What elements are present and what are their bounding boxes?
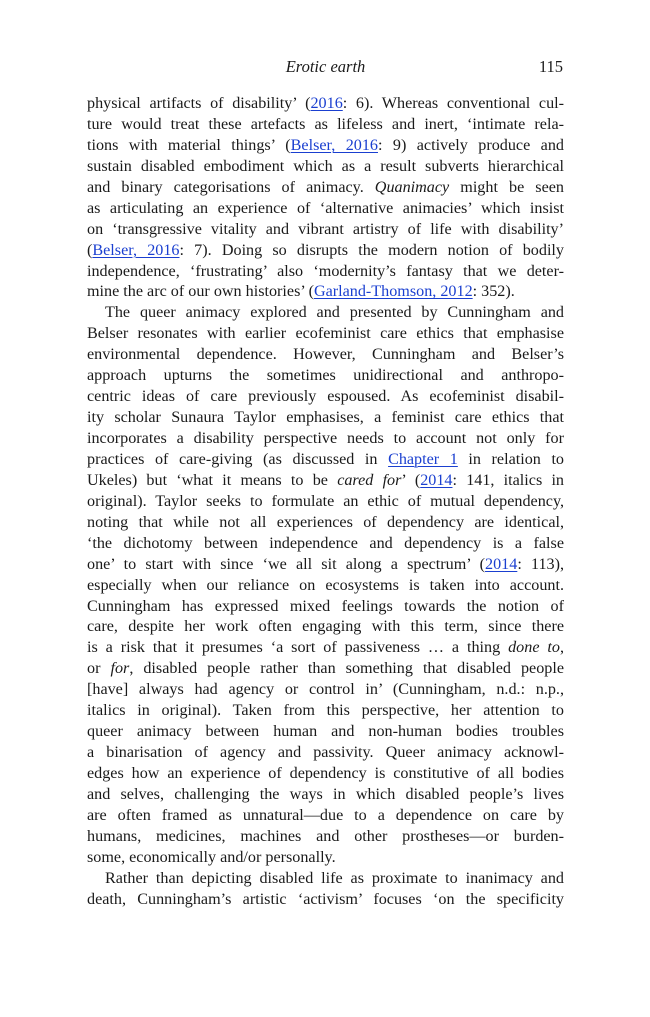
text-segment: : 7). Doing so disrupts the modern notion of bodily	[179, 241, 564, 259]
emphasis-text: for	[110, 660, 130, 678]
citation-link[interactable]: 2014	[420, 471, 453, 489]
text-line	[87, 115, 564, 136]
text-segment: Ukeles) but ‘what it means to be	[87, 471, 338, 489]
text-segment: especially when our reliance on ecosystems is taken into account.	[87, 576, 564, 594]
text-segment: environmental dependence. However, Cunningham and Belser’s	[87, 346, 564, 364]
text-segment: in relation to	[457, 450, 564, 468]
text-segment: and selves, challenging the ways in which disabled people’s lives	[87, 785, 564, 803]
text-segment: might be seen	[449, 178, 564, 196]
text-line	[87, 555, 564, 576]
text-line	[87, 324, 564, 345]
text-segment: tions with material things’ (	[87, 136, 291, 154]
text-segment: mine the arc of our own histories’ (	[87, 283, 314, 301]
text-segment: queer animacy between human and non-human bodies troubles	[87, 723, 564, 741]
page-number: 115	[538, 57, 563, 76]
text-segment: : 352).	[472, 283, 515, 301]
emphasis-text: done to	[508, 639, 560, 657]
body-text	[87, 94, 564, 911]
text-line	[87, 890, 564, 911]
text-line	[87, 659, 564, 680]
text-segment: , disabled people rather than something that disabled people	[129, 660, 564, 678]
citation-link[interactable]: Belser, 2016	[92, 241, 180, 259]
text-segment: : 6). Whereas conventional cul-	[342, 95, 564, 112]
text-line	[87, 680, 564, 701]
text-segment: (	[87, 241, 93, 259]
text-segment: independence, ‘frustrating’ also ‘modernity’s fantasy that we deter-	[87, 262, 564, 280]
citation-link[interactable]: Belser, 2016	[290, 136, 378, 154]
text-segment: ,	[559, 639, 564, 657]
running-head	[87, 56, 564, 80]
text-segment: or	[87, 660, 111, 678]
text-segment: incorporates a disability perspective needs to account not only for	[87, 430, 564, 447]
text-segment: The queer animacy explored and presented by Cunningham and	[105, 304, 564, 322]
text-line	[87, 429, 564, 450]
text-segment: original). Taylor seeks to formulate an ethic of mutual dependency,	[87, 492, 564, 510]
text-line	[87, 241, 564, 262]
text-segment: sustain disabled embodiment which as a result subverts hierarchical	[87, 157, 564, 175]
text-segment: death, Cunningham’s artistic ‘activism’ focuses ‘on the specificity	[87, 890, 564, 908]
text-segment: ‘the dichotomy between independence and dependency is a false	[87, 534, 564, 552]
text-line	[87, 617, 564, 638]
text-segment: one’ to start with since ‘we all sit along a spectrum’ (	[87, 555, 486, 573]
text-segment: edges how an experience of dependency is constitutive of all bodies	[87, 765, 564, 782]
text-line	[87, 869, 564, 890]
text-segment: noting that while not all experiences of dependency are identical,	[87, 513, 564, 531]
text-segment: care, despite her work often engaging with this term, since there	[87, 618, 564, 636]
text-line	[87, 597, 564, 618]
text-segment: as articulating an experience of ‘alternative animacies’ which insist	[87, 199, 564, 217]
text-line	[87, 282, 564, 303]
text-line	[87, 157, 564, 178]
running-title: Erotic earth	[285, 57, 366, 76]
text-line	[87, 262, 564, 283]
text-line	[87, 178, 564, 199]
text-segment: Cunningham has expressed mixed feelings towards the notion of	[87, 597, 564, 615]
text-line	[87, 471, 564, 492]
citation-link[interactable]: Chapter 1	[388, 450, 458, 468]
text-segment: : 113),	[517, 555, 565, 573]
text-segment: a binarisation of agency and passivity. Queer animacy acknowl-	[87, 744, 564, 762]
emphasis-text: Quanimacy	[374, 178, 450, 196]
citation-link[interactable]: 2016	[310, 95, 343, 112]
text-line	[87, 199, 564, 220]
text-line	[87, 701, 564, 722]
text-segment: ’ (	[401, 471, 421, 489]
book-page	[87, 56, 564, 911]
text-line	[87, 764, 564, 785]
text-segment: Belser resonates with earlier ecofeminist care ethics that emphasise	[87, 325, 564, 343]
text-segment: italics in original). Taken from this perspective, her attention to	[87, 702, 564, 720]
citation-link[interactable]: Garland-Thomson, 2012	[313, 283, 473, 301]
text-segment: and binary categorisations of animacy.	[87, 178, 375, 196]
text-line	[87, 513, 564, 534]
text-line	[87, 827, 564, 848]
text-line	[87, 408, 564, 429]
text-line	[87, 722, 564, 743]
text-line	[87, 534, 564, 555]
text-segment: ity scholar Sunaura Taylor emphasises, a feminist care ethics that	[87, 409, 564, 427]
text-line	[87, 94, 564, 115]
text-line	[87, 136, 564, 157]
text-segment: centric ideas of care previously espoused. As ecofeminist disabil-	[87, 388, 564, 406]
text-segment: approach upturns the sometimes unidirectional and anthropo-	[87, 367, 564, 385]
text-line	[87, 576, 564, 597]
text-line	[87, 450, 564, 471]
text-segment: on ‘transgressive vitality and vibrant artistry of life with disability’	[87, 220, 564, 238]
text-line	[87, 492, 564, 513]
text-segment: physical artifacts of disability’ (	[87, 95, 311, 112]
text-segment: ture would treat these artefacts as lifeless and inert, ‘intimate rela-	[87, 115, 564, 133]
text-line	[87, 848, 564, 869]
text-segment: Rather than depicting disabled life as proximate to inanimacy and	[105, 869, 564, 887]
text-line	[87, 366, 564, 387]
text-segment: some, economically and/or personally.	[87, 848, 336, 866]
text-line	[87, 303, 564, 324]
emphasis-text: cared for	[337, 471, 402, 489]
text-line	[87, 806, 564, 827]
text-segment: practices of care-giving (as discussed in	[87, 450, 389, 468]
text-line	[87, 743, 564, 764]
text-line	[87, 345, 564, 366]
text-line	[87, 220, 564, 241]
text-segment: humans, medicines, machines and other prostheses—or burden-	[87, 827, 564, 845]
text-segment: : 9) actively produce and	[377, 136, 564, 154]
text-segment: [have] always had agency or control in’ (Cunningham, n.d.: n.p.,	[87, 681, 564, 699]
text-segment: is a risk that it presumes ‘a sort of passiveness … a thing	[87, 639, 509, 657]
text-segment: are often framed as unnatural—due to a dependence on care by	[87, 806, 564, 824]
citation-link[interactable]: 2014	[485, 555, 518, 573]
text-line	[87, 638, 564, 659]
text-line	[87, 785, 564, 806]
text-segment: : 141, italics in	[452, 471, 565, 489]
text-line	[87, 387, 564, 408]
